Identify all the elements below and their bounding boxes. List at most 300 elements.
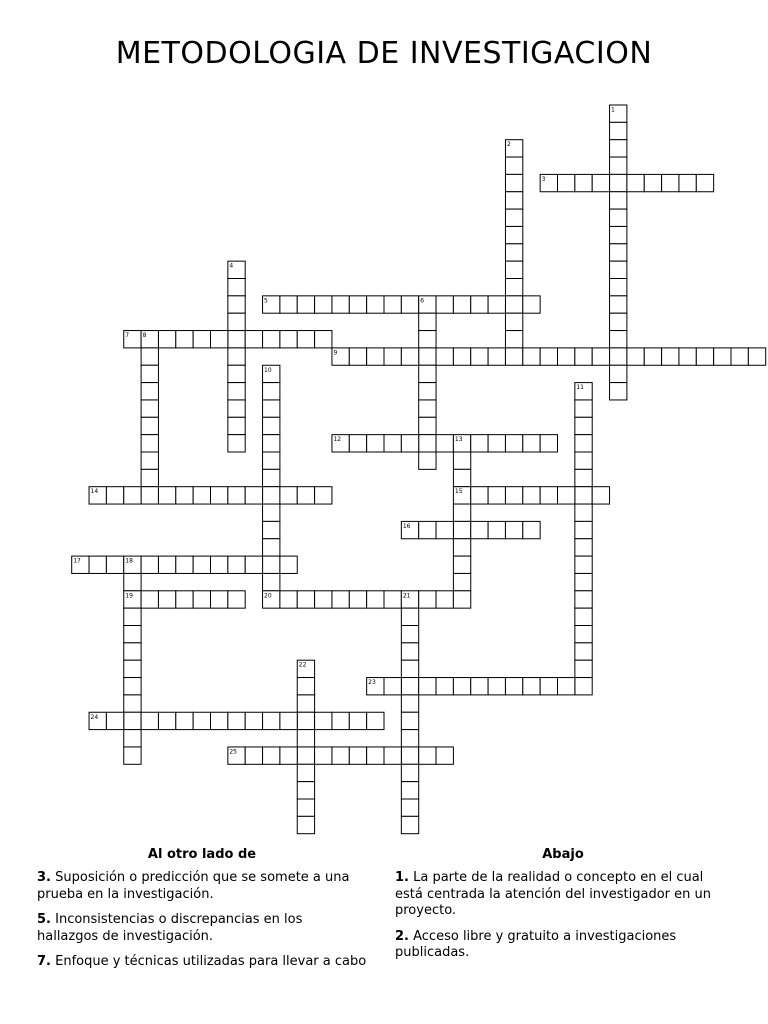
- grid-cell[interactable]: [679, 348, 696, 365]
- grid-cell[interactable]: [471, 435, 488, 452]
- clue-number-label: 17: [73, 557, 81, 565]
- grid-cell[interactable]: [610, 365, 627, 382]
- grid-cell[interactable]: [610, 261, 627, 278]
- down-clues: [395, 847, 731, 971]
- grid-cell[interactable]: [471, 348, 488, 365]
- grid-cell[interactable]: [349, 348, 366, 365]
- grid-cell[interactable]: [263, 400, 280, 417]
- clue-across-5: 5. Inconsistencias o discrepancias en los hallazgos de investigación.: [37, 912, 303, 944]
- grid-cell[interactable]: [488, 348, 505, 365]
- clue-down-2: 2. Acceso libre y gratuito a investigaciones publicadas.: [395, 928, 677, 960]
- grid-cell[interactable]: [523, 296, 540, 313]
- grid-cell[interactable]: [263, 539, 280, 556]
- grid-cell[interactable]: [505, 192, 522, 209]
- grid-cell[interactable]: [592, 348, 609, 365]
- grid-cell[interactable]: [488, 296, 505, 313]
- grid-cell[interactable]: [523, 678, 540, 695]
- grid-cell[interactable]: [297, 712, 314, 729]
- grid-cell[interactable]: [488, 487, 505, 504]
- grid-cell[interactable]: [505, 279, 522, 296]
- grid-cell[interactable]: [263, 331, 280, 348]
- grid-cell[interactable]: [228, 383, 245, 400]
- grid-cell[interactable]: [436, 747, 453, 764]
- grid-cell[interactable]: [453, 296, 470, 313]
- clue-number-label: 10: [264, 366, 272, 374]
- grid-cell[interactable]: [124, 730, 141, 747]
- grid-cell[interactable]: [505, 226, 522, 243]
- grid-cell[interactable]: [349, 712, 366, 729]
- grid-cell[interactable]: [401, 348, 418, 365]
- grid-cell[interactable]: [488, 678, 505, 695]
- grid-cell[interactable]: [575, 452, 592, 469]
- grid-cell[interactable]: [436, 521, 453, 538]
- grid-cell[interactable]: [211, 591, 228, 608]
- grid-cell[interactable]: [263, 487, 280, 504]
- grid-cell[interactable]: [575, 643, 592, 660]
- grid-cell[interactable]: [453, 556, 470, 573]
- grid-cell[interactable]: [505, 157, 522, 174]
- grid-cell[interactable]: [696, 348, 713, 365]
- grid-cell[interactable]: [124, 643, 141, 660]
- grid-cell[interactable]: [228, 313, 245, 330]
- grid-cell[interactable]: [505, 261, 522, 278]
- grid-cell[interactable]: [280, 331, 297, 348]
- grid-cell[interactable]: [558, 678, 575, 695]
- clue-number-label: 24: [90, 713, 99, 721]
- grid-cell[interactable]: [401, 799, 418, 816]
- grid-cell[interactable]: [401, 678, 418, 695]
- grid-cell[interactable]: [505, 244, 522, 261]
- grid-cell[interactable]: [315, 591, 332, 608]
- grid-cell[interactable]: [401, 660, 418, 677]
- grid-cell[interactable]: [332, 591, 349, 608]
- grid-cell[interactable]: [627, 174, 644, 191]
- grid-cell[interactable]: [245, 556, 262, 573]
- grid-cell[interactable]: [592, 174, 609, 191]
- grid-cell[interactable]: [384, 435, 401, 452]
- clue-number-label: 12: [333, 436, 342, 444]
- grid-cell[interactable]: [297, 816, 314, 833]
- grid-cell[interactable]: [419, 331, 436, 348]
- clue-across-3: 3. Suposición o predicción que se somete a una prueba en la investigación.: [37, 870, 350, 902]
- grid-cell[interactable]: [610, 174, 627, 191]
- grid-cell[interactable]: [349, 747, 366, 764]
- grid-cell[interactable]: [610, 122, 627, 139]
- grid-cell[interactable]: [505, 174, 522, 191]
- grid-cell[interactable]: [124, 660, 141, 677]
- grid-cell[interactable]: [384, 591, 401, 608]
- grid-cell[interactable]: [731, 348, 748, 365]
- clue-down-1: 1. La parte de la realidad o concepto en el cual está centrada la atención del investigador en un proyecto.: [395, 870, 711, 918]
- grid-cell[interactable]: [610, 348, 627, 365]
- grid-cell[interactable]: [540, 348, 557, 365]
- grid-cell[interactable]: [193, 556, 210, 573]
- grid-cell[interactable]: [349, 435, 366, 452]
- grid-cell[interactable]: [540, 435, 557, 452]
- clue-number-label: 4: [229, 262, 234, 270]
- grid-cell[interactable]: [575, 608, 592, 625]
- grid-cell[interactable]: [297, 331, 314, 348]
- grid-cell[interactable]: [436, 435, 453, 452]
- grid-cell[interactable]: [263, 747, 280, 764]
- grid-cell[interactable]: [263, 556, 280, 573]
- grid-cell[interactable]: [453, 678, 470, 695]
- grid-cell[interactable]: [245, 331, 262, 348]
- grid-cell[interactable]: [141, 469, 158, 486]
- grid-cell[interactable]: [419, 747, 436, 764]
- grid-cell[interactable]: [610, 157, 627, 174]
- clue-number-label: 25: [229, 748, 237, 756]
- grid-cell[interactable]: [610, 313, 627, 330]
- grid-cell[interactable]: [297, 296, 314, 313]
- grid-cell[interactable]: [297, 799, 314, 816]
- grid-cell[interactable]: [176, 487, 193, 504]
- grid-cell[interactable]: [523, 435, 540, 452]
- grid-cell[interactable]: [124, 487, 141, 504]
- grid-cell[interactable]: [315, 712, 332, 729]
- grid-cell[interactable]: [367, 435, 384, 452]
- clue-number-label: 21: [402, 592, 411, 600]
- grid-cell[interactable]: [263, 469, 280, 486]
- clue-across-7: 7. Enfoque y técnicas utilizadas para llevar a cabo: [37, 954, 367, 969]
- grid-cell[interactable]: [401, 782, 418, 799]
- grid-cell[interactable]: [419, 313, 436, 330]
- grid-cell[interactable]: [124, 626, 141, 643]
- clue-number-label: 7: [125, 332, 130, 340]
- grid-cell[interactable]: [610, 140, 627, 157]
- grid-cell[interactable]: [419, 400, 436, 417]
- grid-cell[interactable]: [610, 226, 627, 243]
- grid-cell[interactable]: [436, 678, 453, 695]
- grid-cell[interactable]: [384, 747, 401, 764]
- grid-cell[interactable]: [367, 712, 384, 729]
- grid-cell[interactable]: [263, 452, 280, 469]
- grid-cell[interactable]: [575, 539, 592, 556]
- grid-cell[interactable]: [384, 348, 401, 365]
- grid-cell[interactable]: [263, 417, 280, 434]
- grid-cell[interactable]: [453, 348, 470, 365]
- grid-cell[interactable]: [453, 539, 470, 556]
- grid-cell[interactable]: [141, 400, 158, 417]
- grid-cell[interactable]: [401, 712, 418, 729]
- grid-cell[interactable]: [696, 174, 713, 191]
- grid-cell[interactable]: [540, 678, 557, 695]
- grid-cell[interactable]: [575, 556, 592, 573]
- grid-cell[interactable]: [367, 591, 384, 608]
- grid-cell[interactable]: [349, 296, 366, 313]
- grid-cell[interactable]: [419, 678, 436, 695]
- grid-cell[interactable]: [471, 487, 488, 504]
- grid-cell[interactable]: [575, 626, 592, 643]
- grid-cell[interactable]: [610, 296, 627, 313]
- grid-cell[interactable]: [193, 591, 210, 608]
- grid-cell[interactable]: [558, 487, 575, 504]
- grid-cell[interactable]: [263, 383, 280, 400]
- grid-cell[interactable]: [453, 573, 470, 590]
- grid-cell[interactable]: [575, 660, 592, 677]
- grid-cell[interactable]: [471, 521, 488, 538]
- grid-cell[interactable]: [575, 591, 592, 608]
- grid-cell[interactable]: [575, 435, 592, 452]
- grid-cell[interactable]: [297, 782, 314, 799]
- grid-cell[interactable]: [540, 487, 557, 504]
- grid-cell[interactable]: [505, 313, 522, 330]
- grid-cell[interactable]: [523, 521, 540, 538]
- grid-cell[interactable]: [211, 331, 228, 348]
- clue-number-label: 16: [402, 522, 411, 530]
- grid-cell[interactable]: [436, 296, 453, 313]
- grid-cell[interactable]: [401, 296, 418, 313]
- grid-cell[interactable]: [158, 487, 175, 504]
- grid-cell[interactable]: [228, 591, 245, 608]
- down-heading: Abajo: [542, 847, 584, 862]
- grid-cell[interactable]: [505, 678, 522, 695]
- grid-cell[interactable]: [488, 435, 505, 452]
- grid-cell[interactable]: [610, 383, 627, 400]
- grid-cell[interactable]: [401, 435, 418, 452]
- grid-cell[interactable]: [315, 296, 332, 313]
- grid-cell[interactable]: [193, 712, 210, 729]
- clue-number-label: 20: [264, 592, 272, 600]
- grid-cell[interactable]: [471, 296, 488, 313]
- grid-cell[interactable]: [453, 452, 470, 469]
- grid-cell[interactable]: [523, 348, 540, 365]
- grid-cell[interactable]: [488, 521, 505, 538]
- grid-cell[interactable]: [367, 296, 384, 313]
- grid-cell[interactable]: [193, 331, 210, 348]
- grid-cell[interactable]: [453, 504, 470, 521]
- grid-cell[interactable]: [401, 626, 418, 643]
- grid-cell[interactable]: [401, 747, 418, 764]
- grid-cell[interactable]: [315, 487, 332, 504]
- across-clues: [37, 847, 367, 980]
- grid-cell[interactable]: [228, 365, 245, 382]
- grid-cell[interactable]: [280, 487, 297, 504]
- clue-number-label: 3: [541, 175, 546, 183]
- grid-cell[interactable]: [280, 591, 297, 608]
- grid-cell[interactable]: [505, 521, 522, 538]
- grid-cell[interactable]: [558, 348, 575, 365]
- grid-cell[interactable]: [280, 556, 297, 573]
- grid-cell[interactable]: [453, 469, 470, 486]
- grid-cell[interactable]: [575, 400, 592, 417]
- grid-cell[interactable]: [610, 279, 627, 296]
- grid-cell[interactable]: [228, 400, 245, 417]
- grid-cell[interactable]: [575, 174, 592, 191]
- grid-cell[interactable]: [228, 348, 245, 365]
- grid-cell[interactable]: [419, 591, 436, 608]
- grid-cell[interactable]: [748, 348, 765, 365]
- grid-cell[interactable]: [297, 764, 314, 781]
- grid-cell[interactable]: [193, 487, 210, 504]
- grid-cell[interactable]: [419, 521, 436, 538]
- grid-cell[interactable]: [401, 816, 418, 833]
- grid-cell[interactable]: [297, 730, 314, 747]
- grid-cell[interactable]: [297, 591, 314, 608]
- grid-cell[interactable]: [315, 747, 332, 764]
- grid-cell[interactable]: [505, 209, 522, 226]
- grid-cell[interactable]: [349, 591, 366, 608]
- grid-cell[interactable]: [280, 712, 297, 729]
- grid-cell[interactable]: [158, 712, 175, 729]
- grid-cell[interactable]: [644, 174, 661, 191]
- grid-cell[interactable]: [401, 695, 418, 712]
- grid-cell[interactable]: [419, 348, 436, 365]
- grid-cell[interactable]: [401, 764, 418, 781]
- grid-cell[interactable]: [505, 435, 522, 452]
- grid-cell[interactable]: [575, 678, 592, 695]
- grid-cell[interactable]: [124, 747, 141, 764]
- clue-number-label: 18: [125, 557, 133, 565]
- grid-cell[interactable]: [523, 487, 540, 504]
- grid-cell[interactable]: [436, 591, 453, 608]
- clue-number-label: 15: [454, 488, 463, 496]
- clue-number-label: 1: [611, 106, 615, 114]
- clue-number-label: 6: [420, 297, 425, 305]
- grid-cell[interactable]: [141, 348, 158, 365]
- grid-cell[interactable]: [401, 643, 418, 660]
- grid-cell[interactable]: [419, 417, 436, 434]
- grid-cell[interactable]: [106, 712, 123, 729]
- grid-cell[interactable]: [124, 573, 141, 590]
- grid-cell[interactable]: [505, 348, 522, 365]
- grid-cell[interactable]: [141, 712, 158, 729]
- grid-cell[interactable]: [141, 487, 158, 504]
- clue-number-label: 5: [264, 297, 268, 305]
- across-heading: Al otro lado de: [147, 847, 257, 862]
- grid-cell[interactable]: [505, 487, 522, 504]
- grid-cell[interactable]: [106, 487, 123, 504]
- grid-cell[interactable]: [419, 365, 436, 382]
- grid-cell[interactable]: [297, 695, 314, 712]
- grid-cell[interactable]: [141, 383, 158, 400]
- grid-cell[interactable]: [592, 487, 609, 504]
- clue-number-label: 19: [125, 592, 133, 600]
- grid-cell[interactable]: [644, 348, 661, 365]
- clue-number-label: 8: [142, 332, 147, 340]
- grid-cell[interactable]: [245, 747, 262, 764]
- grid-cell[interactable]: [141, 417, 158, 434]
- grid-cell[interactable]: [141, 591, 158, 608]
- grid-cell[interactable]: [141, 556, 158, 573]
- grid-cell[interactable]: [297, 678, 314, 695]
- grid-cell[interactable]: [575, 487, 592, 504]
- grid-cell[interactable]: [263, 573, 280, 590]
- grid-cell[interactable]: [471, 678, 488, 695]
- grid-cell[interactable]: [211, 487, 228, 504]
- grid-cell[interactable]: [245, 712, 262, 729]
- grid-cell[interactable]: [228, 435, 245, 452]
- grid-cell[interactable]: [575, 504, 592, 521]
- grid-cell[interactable]: [280, 296, 297, 313]
- grid-cell[interactable]: [263, 521, 280, 538]
- grid-cell[interactable]: [158, 331, 175, 348]
- grid-cell[interactable]: [176, 331, 193, 348]
- grid-cell[interactable]: [558, 174, 575, 191]
- grid-cell[interactable]: [575, 521, 592, 538]
- grid-cell[interactable]: [384, 678, 401, 695]
- grid-cell[interactable]: [436, 348, 453, 365]
- grid-cell[interactable]: [89, 556, 106, 573]
- grid-cell[interactable]: [575, 469, 592, 486]
- grid-cell[interactable]: [228, 296, 245, 313]
- grid-cell[interactable]: [124, 712, 141, 729]
- grid-cell[interactable]: [332, 296, 349, 313]
- grid-cell[interactable]: [158, 591, 175, 608]
- grid-cell[interactable]: [297, 487, 314, 504]
- grid-cell[interactable]: [176, 591, 193, 608]
- grid-cell[interactable]: [610, 244, 627, 261]
- grid-cell[interactable]: [124, 678, 141, 695]
- grid-cell[interactable]: [627, 348, 644, 365]
- grid-cell[interactable]: [141, 452, 158, 469]
- grid-cell[interactable]: [124, 608, 141, 625]
- grid-cell[interactable]: [158, 556, 175, 573]
- grid-cell[interactable]: [610, 209, 627, 226]
- grid-cell[interactable]: [228, 417, 245, 434]
- grid-cell[interactable]: [228, 331, 245, 348]
- grid-cell[interactable]: [575, 348, 592, 365]
- grid-cell[interactable]: [505, 296, 522, 313]
- grid-cell[interactable]: [419, 383, 436, 400]
- grid-cell[interactable]: [106, 556, 123, 573]
- clue-number-label: 11: [576, 384, 584, 392]
- grid-cell[interactable]: [176, 556, 193, 573]
- grid-cell[interactable]: [297, 747, 314, 764]
- grid-cell[interactable]: [228, 279, 245, 296]
- grid-cell[interactable]: [610, 192, 627, 209]
- clue-number-label: 22: [298, 661, 307, 669]
- grid-cell[interactable]: [419, 452, 436, 469]
- grid-cell[interactable]: [610, 331, 627, 348]
- grid-cell[interactable]: [228, 556, 245, 573]
- clue-number-label: 23: [368, 679, 376, 687]
- grid-cell[interactable]: [332, 712, 349, 729]
- grid-cell[interactable]: [401, 730, 418, 747]
- grid-cell[interactable]: [141, 365, 158, 382]
- grid-cell[interactable]: [367, 747, 384, 764]
- grid-cell[interactable]: [453, 521, 470, 538]
- grid-cell[interactable]: [662, 348, 679, 365]
- grid-cell[interactable]: [575, 573, 592, 590]
- grid-cell[interactable]: [263, 504, 280, 521]
- grid-cell[interactable]: [575, 417, 592, 434]
- grid-cell[interactable]: [315, 331, 332, 348]
- grid-cell[interactable]: [228, 487, 245, 504]
- grid-cell[interactable]: [401, 608, 418, 625]
- grid-cell[interactable]: [228, 712, 245, 729]
- grid-cell[interactable]: [419, 435, 436, 452]
- grid-cell[interactable]: [263, 435, 280, 452]
- grid-cell[interactable]: [245, 487, 262, 504]
- grid-cell[interactable]: [124, 695, 141, 712]
- grid-cell[interactable]: [211, 712, 228, 729]
- grid-cell[interactable]: [505, 331, 522, 348]
- grid-cell[interactable]: [332, 747, 349, 764]
- grid-cell[interactable]: [679, 174, 696, 191]
- grid-cell[interactable]: [176, 712, 193, 729]
- grid-cell[interactable]: [280, 747, 297, 764]
- grid-cell[interactable]: [714, 348, 731, 365]
- grid-cell[interactable]: [263, 712, 280, 729]
- clue-number-label: 9: [333, 349, 338, 357]
- grid-cell[interactable]: [453, 591, 470, 608]
- grid-cell[interactable]: [662, 174, 679, 191]
- grid-cell[interactable]: [211, 556, 228, 573]
- grid-cell[interactable]: [384, 296, 401, 313]
- grid-cell[interactable]: [141, 435, 158, 452]
- grid-cell[interactable]: [367, 348, 384, 365]
